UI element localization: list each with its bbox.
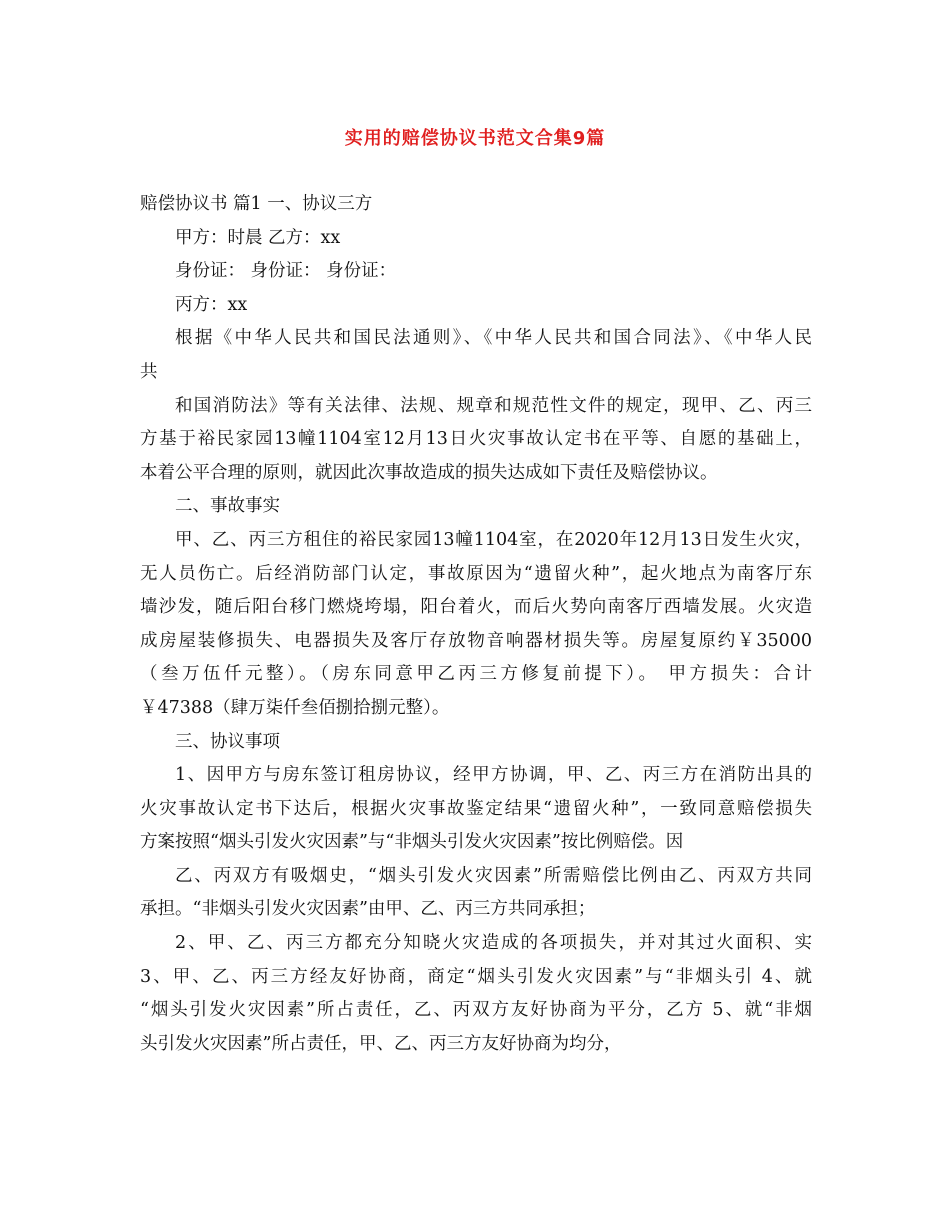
document-body (140, 188, 812, 1061)
text-line: 丙方：xx (175, 294, 248, 315)
text-line: 甲、乙、丙三方租住的裕民家园13幢1104室，在2020年12月13日发生火灾， (175, 529, 812, 550)
text-line: 墙沙发，随后阳台移门燃烧垮塌，阳台着火，而后火势向南客厅西墙发展。火灾造 (140, 597, 812, 618)
text-line: 方案按照“烟头引发火灾因素”与“非烟头引发火灾因素”按比例赔偿。因 (140, 832, 684, 853)
text-line: 乙、丙双方有吸烟史，“烟头引发火灾因素”所需赔偿比例由乙、丙双方共同 (175, 865, 812, 886)
text-line: 无人员伤亡。后经消防部门认定，事故原因为“遗留火种”，起火地点为南客厅东 (140, 563, 812, 584)
text-line: 身份证： 身份证： 身份证： (175, 261, 397, 282)
text-line: 方基于裕民家园13幢1104室12月13日火灾事故认定书在平等、自愿的基础上， (140, 429, 812, 450)
text-line: 赔偿协议书 篇1 一、协议三方 (140, 194, 373, 214)
text-line: 和国消防法》等有关法律、法规、规章和规范性文件的规定，现甲、乙、丙三 (175, 395, 812, 416)
text-line: 根据《中华人民共和国民法通则》、《中华人民共和国合同法》、《中华人民 (175, 328, 812, 349)
text-line: 本着公平合理的原则，就因此次事故造成的损失达成如下责任及赔偿协议。 (140, 462, 718, 483)
text-line: （叁万伍仟元整）。（房东同意甲乙丙三方修复前提下）。 甲方损失：合计 (140, 664, 812, 685)
text-line: 共 (140, 361, 158, 382)
text-line: ￥47388（肆万柒仟叁佰捌拾捌元整）。 (140, 697, 450, 718)
text-line: 2、甲、乙、丙三方都充分知晓火灾造成的各项损失，并对其过火面积、实 (175, 933, 812, 954)
text-line: 1、因甲方与房东签订租房协议，经甲方协调，甲、乙、丙三方在消防出具的 (175, 765, 812, 786)
text-line: 三、协议事项 (175, 731, 280, 752)
document-title: 实用的赔偿协议书范文合集9篇 (344, 128, 606, 149)
text-line: 成房屋装修损失、电器损失及客厅存放物音响器材损失等。房屋复原约￥35000 (140, 630, 812, 651)
text-line: 头引发火灾因素”所占责任，甲、乙、丙三方友好协商为均分， (140, 1033, 622, 1054)
text-line: 3、甲、乙、丙三方经友好协商，商定“烟头引发火灾因素”与“非烟头引 4、就 (140, 966, 812, 987)
text-line: 承担。“非烟头引发火灾因素”由甲、乙、丙三方共同承担； (140, 899, 596, 920)
text-line: 火灾事故认定书下达后，根据火灾事故鉴定结果“遗留火种”，一致同意赔偿损失 (140, 798, 812, 819)
text-line: “烟头引发火灾因素”所占责任，乙、丙双方友好协商为平分，乙方 5、就“非烟 (140, 1000, 812, 1021)
text-line: 甲方：时晨 乙方：xx (175, 227, 341, 248)
text-line: 二、事故事实 (175, 496, 280, 517)
